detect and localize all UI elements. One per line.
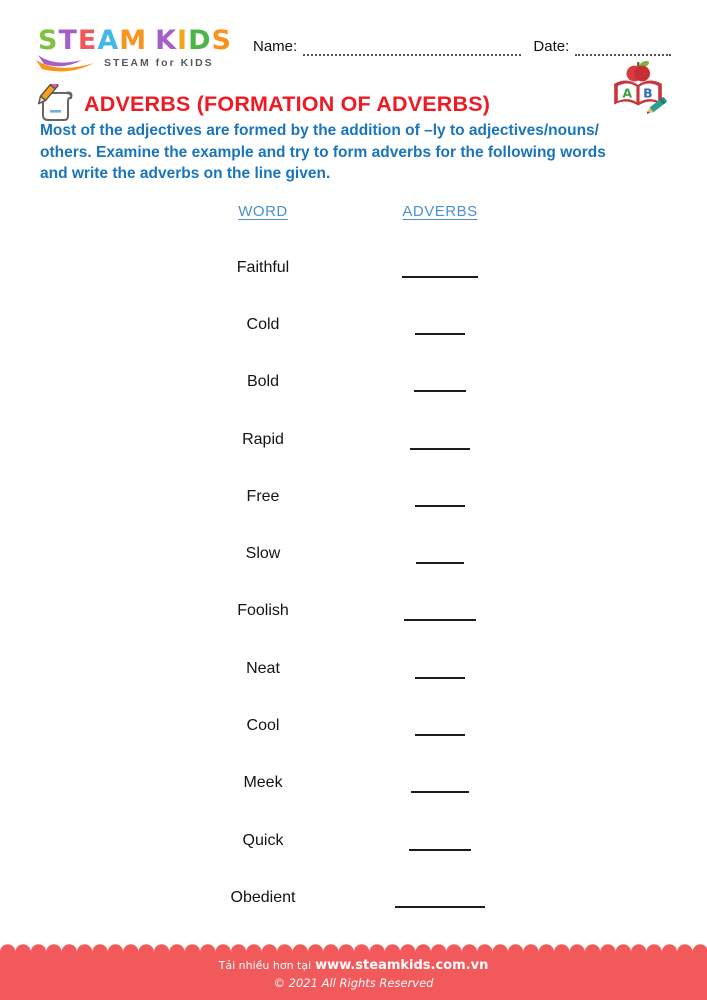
word-label: Faithful: [236, 258, 290, 276]
answer-blank[interactable]: [415, 333, 465, 335]
answer-blank[interactable]: [411, 791, 469, 793]
word-label: Cold: [246, 315, 280, 333]
worksheet-row: [0, 468, 707, 525]
logo-word-steam: [38, 26, 147, 56]
answer-blank[interactable]: [409, 849, 471, 851]
answer-blank[interactable]: [404, 619, 476, 621]
worksheet-row: [0, 869, 707, 926]
worksheet-row: [0, 697, 707, 754]
word-label: Quick: [242, 831, 284, 849]
adverbs-column-header: ADVERBS: [402, 203, 478, 220]
svg-text:A: A: [622, 85, 633, 101]
date-label: Date:: [533, 38, 570, 55]
logo-letter: I: [177, 25, 189, 56]
date-field[interactable]: [575, 40, 671, 56]
logo-letter: D: [188, 25, 212, 56]
word-label: Bold: [246, 373, 280, 391]
footer-download-text: [0, 958, 707, 973]
logo-letter: E: [77, 25, 98, 56]
title-row: [36, 84, 490, 124]
footer-copyright: © 2021 All Rights Reserved: [273, 976, 434, 990]
logo-letter: S: [211, 25, 232, 56]
answer-line-cell: [360, 725, 520, 727]
footer-band: [0, 952, 707, 1000]
answer-line-cell: [360, 496, 520, 498]
instructions-text: [40, 120, 690, 185]
word-label: Meek: [243, 774, 283, 792]
logo-letter: K: [155, 25, 178, 56]
footer-scallop-edge: [0, 942, 707, 952]
answer-line-cell: [360, 897, 520, 899]
worksheet-row: [0, 354, 707, 411]
name-field[interactable]: [303, 40, 521, 56]
word-label: Neat: [246, 659, 280, 677]
logo-letter: S: [38, 25, 59, 56]
name-label: Name:: [253, 38, 298, 55]
answer-line-cell: [360, 610, 520, 612]
worksheet-row: [0, 239, 707, 296]
answer-blank[interactable]: [415, 734, 465, 736]
answer-line-cell: [360, 439, 520, 441]
logo-letter: A: [97, 25, 120, 56]
answer-blank[interactable]: [395, 906, 485, 908]
answer-blank[interactable]: [414, 390, 466, 392]
word-label: Rapid: [242, 430, 284, 448]
answer-blank[interactable]: [415, 505, 465, 507]
worksheet-row: [0, 812, 707, 869]
worksheet-row: [0, 296, 707, 353]
logo-letter: T: [58, 25, 78, 56]
instruction-line: others. Examine the example and try to form adverbs for the following words: [40, 143, 606, 161]
word-label: Cool: [246, 717, 280, 735]
abc-book-icon: [609, 58, 667, 116]
logo-wordmark: [38, 26, 248, 56]
logo-letter: M: [119, 25, 148, 56]
instruction-line: Most of the adjectives are formed by the addition of –ly to adjectives/nouns/: [40, 122, 599, 139]
footer-download-prefix: Tải nhiều hơn tại: [218, 959, 312, 972]
name-date-row: [253, 38, 671, 56]
word-column-header: WORD: [238, 203, 288, 220]
steam-kids-logo: [38, 26, 248, 74]
logo-swoosh-icon: [36, 53, 106, 73]
footer: [0, 942, 707, 1000]
instruction-line: and write the adverbs on the line given.: [40, 165, 331, 182]
pencil-note-icon: [36, 84, 78, 124]
worksheet-row: [0, 640, 707, 697]
column-headers: [0, 203, 707, 225]
worksheet-row: [0, 411, 707, 468]
answer-blank[interactable]: [415, 677, 465, 679]
footer-website-link[interactable]: www.steamkids.com.vn: [315, 958, 489, 973]
answer-blank[interactable]: [410, 448, 470, 450]
answer-line-cell: [360, 381, 520, 383]
page-title: ADVERBS (FORMATION OF ADVERBS): [84, 91, 491, 116]
word-label: Free: [246, 487, 280, 505]
logo-word-kids: [155, 26, 232, 56]
answer-line-cell: [360, 267, 520, 269]
worksheet-row: [0, 755, 707, 812]
answer-line-cell: [360, 668, 520, 670]
answer-line-cell: [360, 840, 520, 842]
answer-blank[interactable]: [416, 562, 464, 564]
word-label: Slow: [245, 545, 281, 563]
worksheet-row: [0, 583, 707, 640]
answer-line-cell: [360, 553, 520, 555]
answer-blank[interactable]: [402, 276, 478, 278]
worksheet-row: [0, 525, 707, 582]
logo-tagline: STEAM for KIDS: [104, 57, 214, 69]
answer-line-cell: [360, 324, 520, 326]
word-label: Obedient: [230, 888, 296, 906]
word-label: Foolish: [237, 602, 289, 620]
answer-line-cell: [360, 782, 520, 784]
worksheet-rows: [0, 239, 707, 927]
svg-text:B: B: [643, 85, 653, 101]
